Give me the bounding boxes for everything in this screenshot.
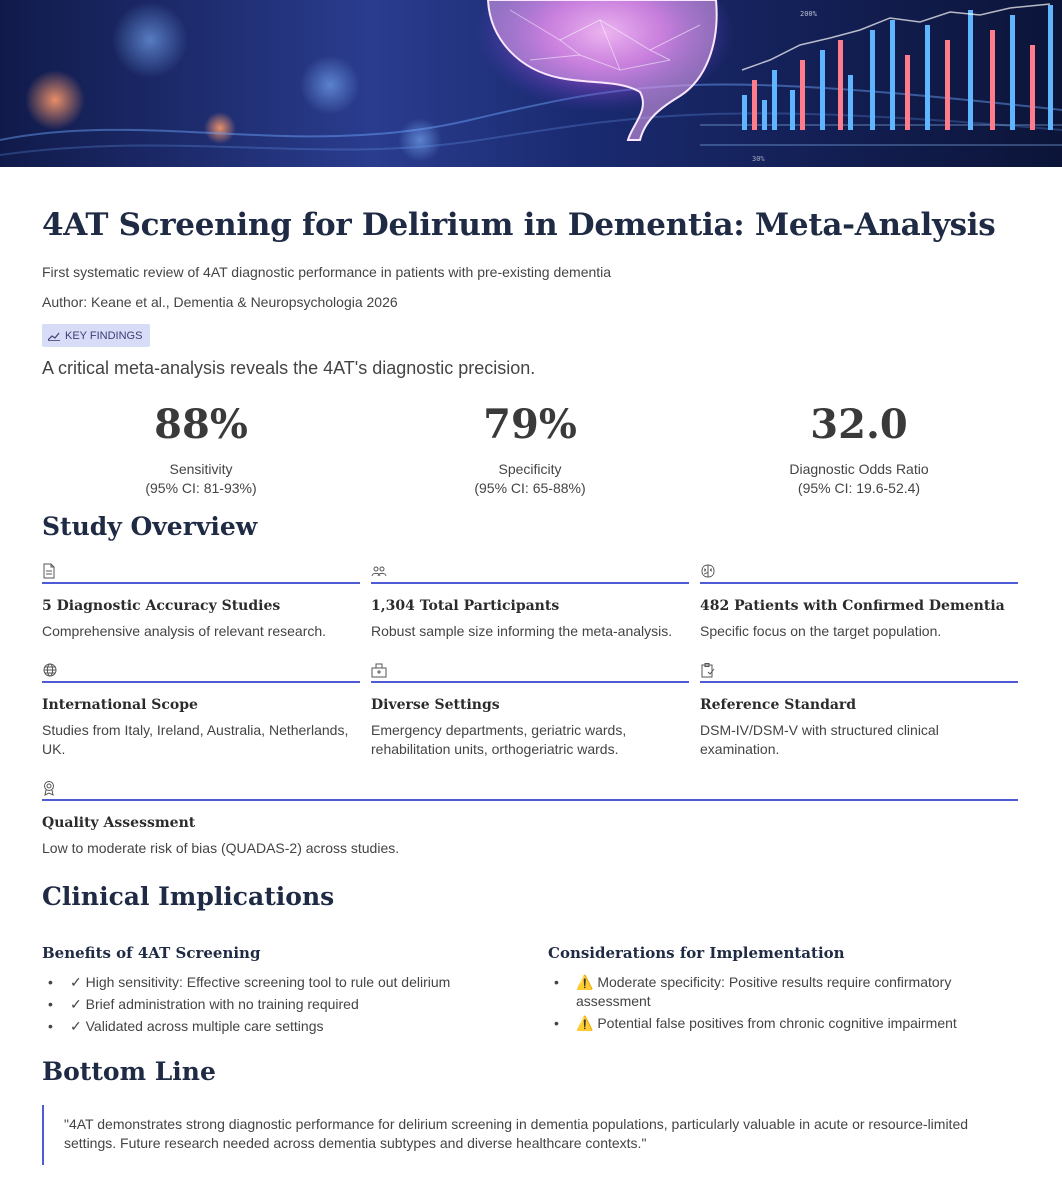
card-divider [371,582,689,584]
stat-ci: (95% CI: 81-93%) [145,480,257,496]
card-text: DSM-IV/DSM-V with structured clinical examination. [700,722,939,757]
card-title: International Scope [42,697,198,713]
clipboard-check-icon [700,662,1018,678]
considerations-heading: Considerations for Implementation [548,944,845,962]
stat-value: 79% [483,401,577,448]
overview-card [42,780,1018,858]
card-title: 482 Patients with Confirmed Dementia [700,598,1005,614]
list-item: • ⚠️ Moderate specificity: Positive results require confirmatory assessment [548,973,978,1011]
hero-banner [0,0,1062,167]
card-text: Studies from Italy, Ireland, Australia, Netherlands, UK. [42,722,349,757]
card-divider [371,681,689,683]
overview-card [371,563,689,641]
card-text: Low to moderate risk of bias (QUADAS-2) across studies. [42,840,400,856]
stat-specificity [400,399,660,498]
benefits-list [42,973,472,1039]
stat-label: Diagnostic Odds Ratio [789,461,929,477]
card-title: Quality Assessment [42,815,196,831]
stat-label: Specificity [498,461,562,477]
key-stats [42,399,1018,499]
stat-label: Sensitivity [169,461,233,477]
benefits-heading: Benefits of 4AT Screening [42,944,261,962]
overview-card [371,662,689,759]
stat-value: 88% [154,401,248,448]
list-item: • ⚠️ Potential false positives from chronic cognitive impairment [548,1014,978,1033]
section-heading-study-overview: Study Overview [42,512,258,541]
overview-card [42,563,360,641]
brain-chart-banner-image [0,0,1062,167]
list-item: • ✓ High sensitivity: Effective screening tool to rule out delirium [42,973,472,992]
card-divider [42,799,1018,801]
card-title: 1,304 Total Participants [371,598,560,614]
card-divider [42,681,360,683]
stat-value: 32.0 [810,401,908,448]
card-divider [42,582,360,584]
card-text: Specific focus on the target population. [700,623,942,639]
stat-odds-ratio [729,399,989,498]
award-icon [42,780,1018,796]
list-item: • ✓ Brief administration with no training required [42,995,472,1014]
card-divider [700,582,1018,584]
badge-label: KEY FINDINGS [65,329,143,342]
section-heading-clinical-implications: Clinical Implications [42,882,335,911]
card-title: Diverse Settings [371,697,500,713]
stat-sensitivity [71,399,331,498]
document-icon [42,563,360,579]
card-title: Reference Standard [700,697,857,713]
banner-chart-label: 30% [752,155,765,163]
card-text: Emergency departments, geriatric wards, rehabilitation units, orthogeriatric wards. [371,722,627,757]
card-text: Robust sample size informing the meta-analysis. [371,623,673,639]
card-title: 5 Diagnostic Accuracy Studies [42,598,281,614]
list-item: • ✓ Validated across multiple care settings [42,1017,472,1036]
section-heading-bottom-line: Bottom Line [42,1057,216,1086]
card-text: Comprehensive analysis of relevant research. [42,623,327,639]
considerations-list [548,973,978,1036]
globe-icon [42,662,360,678]
page-subtitle: First systematic review of 4AT diagnostic performance in patients with pre-existing dementia [42,264,612,280]
card-divider [700,681,1018,683]
people-icon [371,563,689,579]
stat-ci: (95% CI: 65-88%) [474,480,586,496]
overview-card [42,662,360,759]
overview-card [700,662,1018,759]
hospital-icon [371,662,689,678]
key-findings-badge [42,324,150,347]
page-title: 4AT Screening for Delirium in Dementia: Meta-Analysis [42,207,996,243]
brain-icon [700,563,1018,579]
author-line: Author: Keane et al., Dementia & Neuropsychologia 2026 [42,294,398,310]
lead-text: A critical meta-analysis reveals the 4AT's diagnostic precision. [42,358,536,378]
banner-chart-label: 200% [800,10,817,18]
bottom-line-quote: "4AT demonstrates strong diagnostic performance for delirium screening in dementia populations, particularly valuable in acute or resource-limited settings. Future research needed across dementia subtypes and diverse healthcare contexts." [42,1105,1018,1165]
trend-chart-icon [48,331,60,341]
stat-ci: (95% CI: 19.6-52.4) [797,480,921,496]
overview-card [700,563,1018,641]
